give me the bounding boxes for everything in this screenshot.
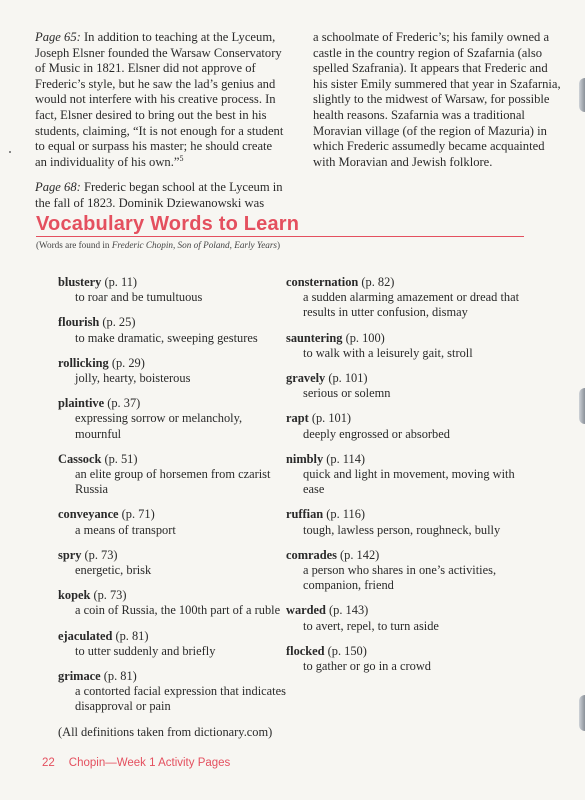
section-title: Vocabulary Words to Learn xyxy=(36,213,524,237)
vocab-entry xyxy=(58,396,286,442)
page-ref: (p. 150) xyxy=(324,643,367,658)
vocab-definition: a contorted facial expression that indicates disapproval or pain xyxy=(75,684,286,714)
vocab-word: ejaculated xyxy=(58,628,113,643)
scan-speck xyxy=(9,151,11,153)
vocab-word: blustery xyxy=(58,275,102,289)
vocab-word: comrades xyxy=(286,547,337,562)
page-footer xyxy=(42,757,230,769)
vocab-word: grimace xyxy=(58,669,101,684)
vocab-entry xyxy=(58,629,286,659)
vocab-entry xyxy=(58,669,286,715)
page-ref: (p. 29) xyxy=(108,355,145,370)
page-ref: (p. 73) xyxy=(81,547,118,562)
prose-paragraph xyxy=(35,30,285,170)
vocab-word: spry xyxy=(58,547,82,562)
vocab-word: kopek xyxy=(58,588,91,603)
prose-paragraph: a schoolmate of Frederic’s; his family owned a castle in the country region of Szafarnia (also spelled Szafrania). It appears that Frederic and his sister Emily summered that year in Szafarnia, slightly to the midwest of Warsaw, for possible health reasons. Szafarnia was a traditional Moravian village (of the region of Mazuria) in which Frederic assumedly became acquainted with Moravian and Jewish folklore. xyxy=(313,30,561,169)
book-title: Frederic Chopin, Son of Poland, Early Years xyxy=(111,240,278,250)
page-ref: (p. 51) xyxy=(101,451,138,466)
vocab-definition: to avert, repel, to turn aside xyxy=(303,618,439,633)
page-ref: (p. 37) xyxy=(104,396,141,411)
vocab-definition: to walk with a leisurely gait, stroll xyxy=(303,345,473,360)
vocab-heading-block xyxy=(36,213,524,250)
vocab-word: nimbly xyxy=(286,451,324,466)
vocab-word: flourish xyxy=(58,315,100,330)
page-ref: (p. 81) xyxy=(112,628,149,643)
vocab-entry xyxy=(286,411,526,441)
vocab-entry xyxy=(58,507,286,537)
vocab-entry xyxy=(286,644,526,674)
page-ref: (p. 101) xyxy=(308,411,352,426)
prose-left-column xyxy=(35,30,285,222)
page-ref: (p. 142) xyxy=(336,547,380,562)
page-ref: (p. 81) xyxy=(100,669,137,684)
vocab-definition: to roar and be tumultuous xyxy=(75,290,203,305)
vocab-definition: deeply engrossed or absorbed xyxy=(303,426,450,441)
page-ref: (p. 25) xyxy=(99,315,136,330)
vocab-word: sauntering xyxy=(286,330,343,345)
vocab-definition: expressing sorrow or melancholy, mournful xyxy=(75,411,243,441)
vocab-word: warded xyxy=(286,603,326,618)
paragraph-text: In addition to teaching at the Lyceum, Joseph Elsner founded the Warsaw Conservatory of Music in 1821. Elsner did not approve of Frederic’s style, but he saw the lad’s genius and would not interfere with his creative process. In fact, Elsner desired to bring out the best in his students, claiming, “It is not enough for a student to equal or surpass his master; he should create an individuality of his own.” xyxy=(35,30,284,169)
page-ref: (p. 116) xyxy=(323,507,366,522)
page-ref: (p. 143) xyxy=(325,603,369,618)
vocab-word: plaintive xyxy=(58,396,105,411)
page-ref: (p. 101) xyxy=(325,371,368,386)
page-ref: (p. 100) xyxy=(342,330,385,345)
vocab-definition: jolly, hearty, boisterous xyxy=(75,371,191,386)
footnote-marker: 5 xyxy=(179,153,184,163)
vocab-entry xyxy=(286,548,526,594)
vocab-entry xyxy=(286,452,526,498)
vocab-definition: serious or solemn xyxy=(303,386,391,401)
vocab-definition: an elite group of horsemen from czarist Russia xyxy=(75,467,271,497)
vocab-word: consternation xyxy=(286,275,359,289)
vocab-entry xyxy=(286,507,526,537)
page-ref: (p. 11) xyxy=(101,275,138,289)
prose-right-column xyxy=(313,30,563,222)
page-ref: (p. 114) xyxy=(323,451,366,466)
vocab-entry xyxy=(58,452,286,498)
vocab-definition: a means of transport xyxy=(75,522,176,537)
prose-section xyxy=(35,30,563,222)
vocab-word: rollicking xyxy=(58,355,109,370)
page-reference: Page 68: xyxy=(35,180,81,195)
page-ref: (p. 82) xyxy=(358,275,395,289)
vocab-word: flocked xyxy=(286,643,325,658)
source-note-prefix: (Words are found in xyxy=(36,240,112,250)
definitions-credit: (All definitions taken from dictionary.com) xyxy=(58,724,273,739)
footer-title: Chopin—Week 1 Activity Pages xyxy=(68,757,231,769)
vocab-entry xyxy=(286,275,526,321)
source-note xyxy=(36,240,524,250)
vocab-entry xyxy=(58,275,286,305)
prose-paragraph xyxy=(35,180,285,211)
page-ref: (p. 71) xyxy=(118,507,155,522)
vocab-definition: a coin of Russia, the 100th part of a ruble xyxy=(75,603,281,618)
vocab-word: Cassock xyxy=(58,451,102,466)
paragraph-text: Frederic began school at the Lyceum in the fall of 1823. Dominik Dziewanowski was xyxy=(35,180,283,210)
vocab-word: conveyance xyxy=(58,507,119,522)
vocab-entry xyxy=(58,548,286,578)
vocab-entry xyxy=(286,371,526,401)
vocab-entry xyxy=(58,356,286,386)
page-ref: (p. 73) xyxy=(90,588,127,603)
vocab-definition: to make dramatic, sweeping gestures xyxy=(75,330,258,345)
edge-tab-marker xyxy=(579,78,585,112)
vocab-definition: to utter suddenly and briefly xyxy=(75,643,216,658)
source-note-suffix: ) xyxy=(277,240,281,250)
edge-tab-marker xyxy=(579,695,585,731)
vocab-entry xyxy=(58,315,286,345)
page-reference: Page 65: xyxy=(35,30,81,44)
vocab-definition: energetic, brisk xyxy=(75,563,152,578)
vocab-left-column xyxy=(58,275,286,740)
vocab-definition: quick and light in movement, moving with ease xyxy=(303,467,515,497)
vocab-entry xyxy=(286,603,526,633)
vocab-word: rapt xyxy=(286,411,309,426)
vocab-right-column xyxy=(286,275,526,740)
vocab-definition: a person who shares in one’s activities, companion, friend xyxy=(303,563,497,593)
vocab-definition: a sudden alarming amazement or dread that results in utter confusion, dismay xyxy=(303,290,520,320)
vocab-definition: to gather or go in a crowd xyxy=(303,659,431,674)
page-number: 22 xyxy=(42,757,55,769)
edge-tab-marker xyxy=(579,388,585,424)
vocab-definition: tough, lawless person, roughneck, bully xyxy=(303,522,501,537)
vocab-entry xyxy=(58,588,286,618)
vocab-word: gravely xyxy=(286,371,326,386)
vocab-list xyxy=(58,275,528,740)
vocab-word: ruffian xyxy=(286,507,324,522)
vocab-entry xyxy=(286,331,526,361)
